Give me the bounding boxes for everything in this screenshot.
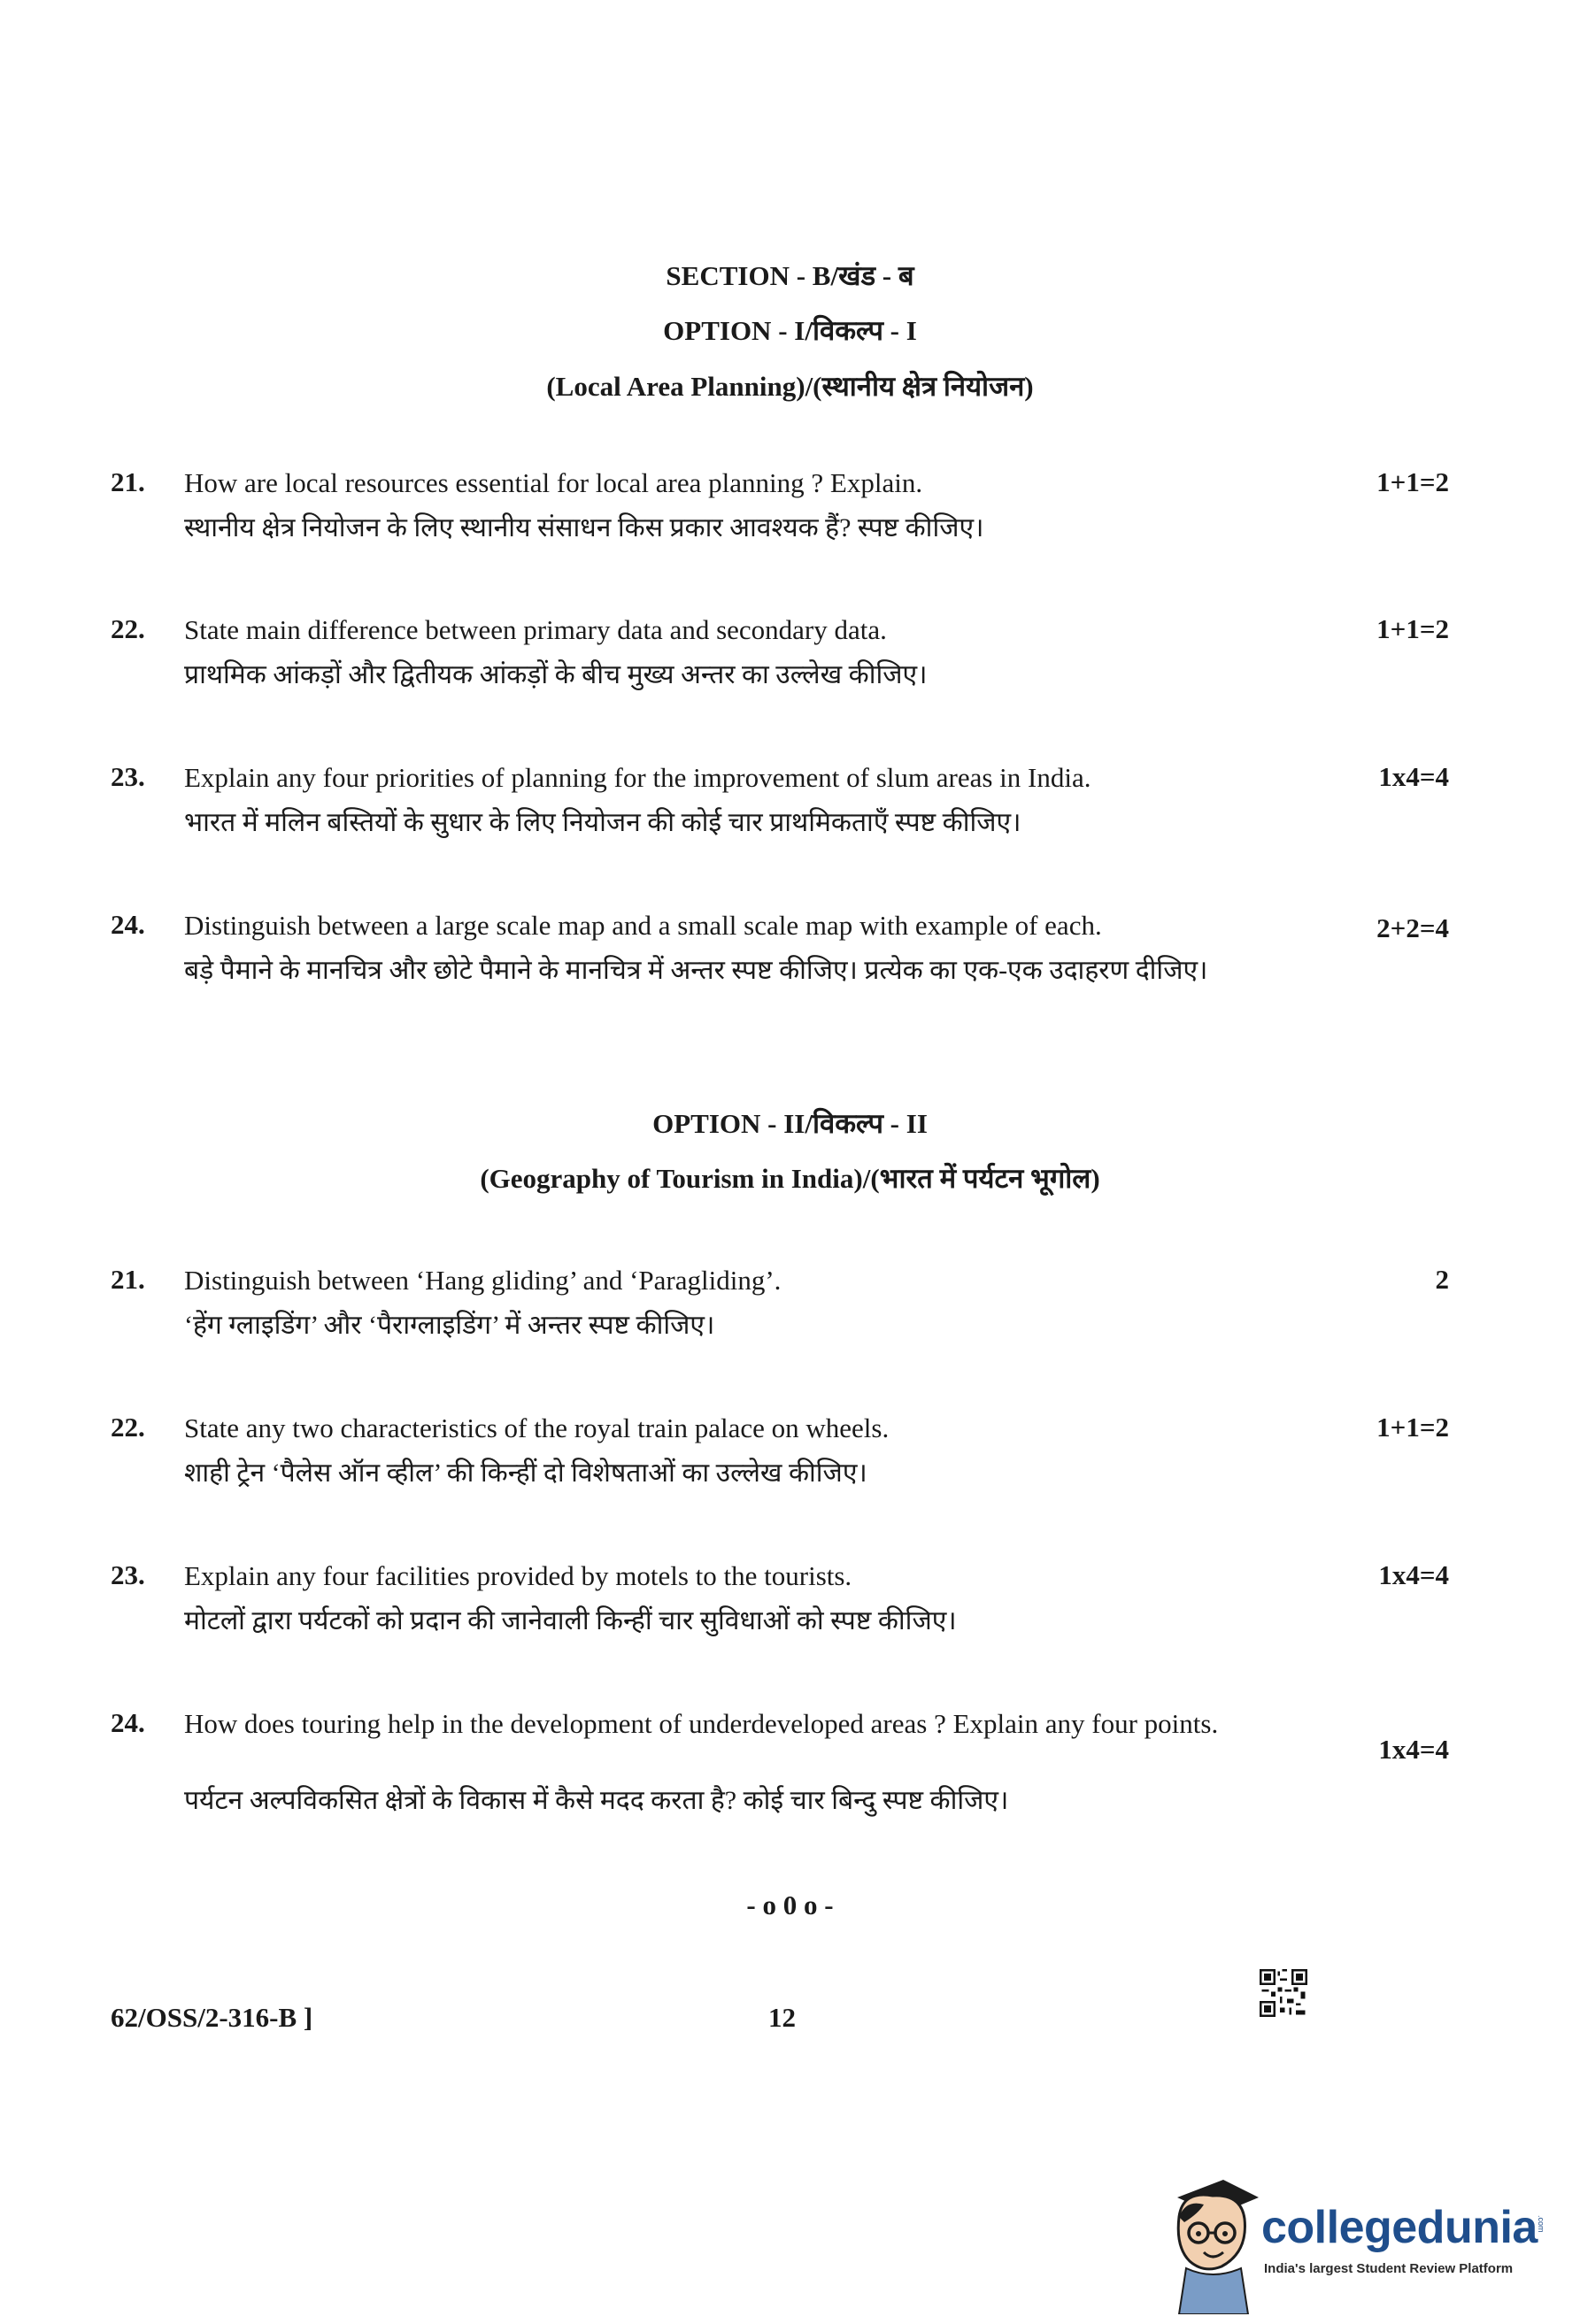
question-number: 21. (111, 466, 145, 497)
brand-name: collegedunia (1261, 2202, 1538, 2253)
section-heading: SECTION - B/खंड - ब (666, 260, 914, 291)
question-marks: 1+1=2 (1376, 466, 1449, 497)
brand-tld: .com (1537, 2215, 1545, 2233)
page-number: 12 (768, 2002, 796, 2033)
question-marks: 1+1=2 (1376, 1412, 1449, 1443)
question-text-english: Explain any four priorities of planning for the improvement of slum areas in India. (184, 762, 1091, 793)
question-number: 23. (111, 1559, 145, 1590)
question-number: 22. (111, 613, 145, 644)
student-mascot-icon (1160, 2164, 1266, 2314)
question-text-hindi: शाही ट्रेन ‘पैलेस ऑन व्हील’ की किन्हीं दो विशेषताओं का उल्लेख कीजिए। (184, 1458, 867, 1488)
option1-subject: (Local Area Planning)/(स्थानीय क्षेत्र नियोजन) (546, 371, 1034, 402)
question-number: 24. (111, 1707, 145, 1738)
brand-watermark (1160, 2164, 1567, 2314)
question-marks: 2 (1435, 1264, 1449, 1295)
option2-subject: (Geography of Tourism in India)/(भारत में पर्यटन भूगोल) (480, 1163, 1100, 1194)
question-marks: 1x4=4 (1378, 1559, 1449, 1590)
question-text-english: State main difference between primary data and secondary data. (184, 614, 887, 645)
question-text-english: State any two characteristics of the royal train palace on wheels. (184, 1412, 890, 1443)
question-text-english: How are local resources essential for local area planning ? Explain. (184, 467, 923, 498)
question-number: 21. (111, 1264, 145, 1295)
option1-heading: OPTION - I/विकल्प - I (663, 315, 917, 346)
question-text-english: Distinguish between a large scale map and a small scale map with example of each. (184, 910, 1102, 941)
question-text-hindi: मोटलों द्वारा पर्यटकों को प्रदान की जानेवाली किन्हीं चार सुविधाओं को स्पष्ट कीजिए। (184, 1606, 957, 1635)
question-text-hindi: पर्यटन अल्पविकसित क्षेत्रों के विकास में कैसे मदद करता है? कोई चार बिन्दु स्पष्ट कीजिए। (184, 1786, 1009, 1815)
question-number: 22. (111, 1412, 145, 1443)
paper-code: 62/OSS/2-316-B ] (111, 2002, 313, 2033)
end-of-paper-mark: - o 0 o - (746, 1889, 834, 1920)
question-text-hindi: ‘हेंग ग्लाइडिंग’ और ‘पैराग्लाइडिंग’ में अन्तर स्पष्ट कीजिए। (184, 1311, 715, 1340)
question-marks: 1x4=4 (1378, 1734, 1449, 1765)
question-number: 24. (111, 909, 145, 940)
question-marks: 1+1=2 (1376, 613, 1449, 644)
question-text-english: How does touring help in the development of underdeveloped areas ? Explain any four points. (184, 1708, 1219, 1739)
question-text-hindi: प्राथमिक आंकड़ों और द्वितीयक आंकड़ों के बीच मुख्य अन्तर का उल्लेख कीजिए। (184, 660, 928, 689)
question-text-english: Explain any four facilities provided by motels to the tourists. (184, 1560, 852, 1591)
question-marks: 1x4=4 (1378, 761, 1449, 792)
option2-heading: OPTION - II/विकल्प - II (652, 1108, 928, 1139)
question-marks: 2+2=4 (1376, 912, 1449, 943)
qr-code-icon (1260, 1969, 1307, 2017)
question-text-english: Distinguish between ‘Hang gliding’ and ‘Paragliding’. (184, 1265, 782, 1296)
question-text-hindi: बड़े पैमाने के मानचित्र और छोटे पैमाने के मानचित्र में अन्तर स्पष्ट कीजिए। प्रत्येक का एक-एक उदाहरण दीजिए। (184, 956, 1208, 985)
question-number: 23. (111, 761, 145, 792)
question-text-hindi: स्थानीय क्षेत्र नियोजन के लिए स्थानीय संसाधन किस प्रकार आवश्यक हैं? स्पष्ट कीजिए। (184, 513, 984, 543)
question-text-hindi: भारत में मलिन बस्तियों के सुधार के लिए नियोजन की कोई चार प्राथमिकताएँ स्पष्ट कीजिए। (184, 808, 1021, 837)
brand-tagline: India's largest Student Review Platform (1264, 2261, 1514, 2276)
